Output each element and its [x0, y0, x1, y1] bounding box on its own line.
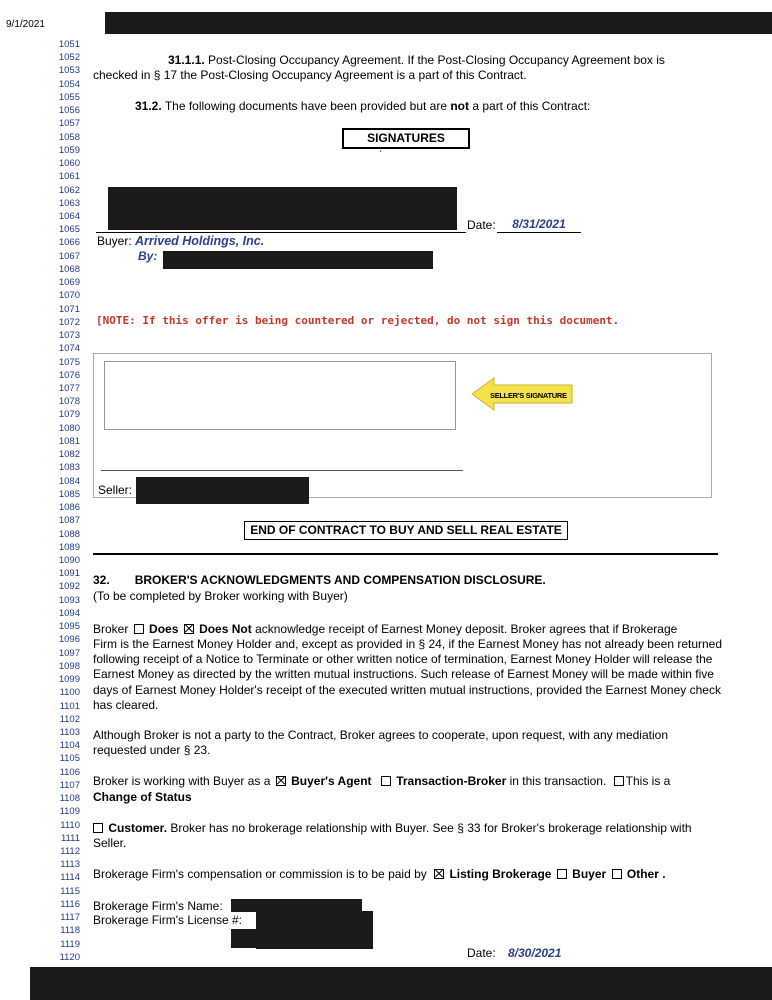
buyer-signature-line — [96, 232, 466, 233]
section-31-1-1-line2: checked in § 17 the Post-Closing Occupancy Agreement is a part of this Contract. — [93, 68, 527, 82]
line-number: 1108 — [59, 793, 80, 805]
buyer-line: Buyer: Arrived Holdings, Inc. — [97, 234, 265, 248]
customer-paragraph: Customer. Broker has no brokerage relationship with Buyer. See § 33 for Broker's brokerage relationship with Seller. — [93, 821, 692, 851]
broker-date-label: Date: — [467, 946, 496, 960]
line-number: 1062 — [58, 184, 80, 196]
line-number: 1064 — [58, 210, 80, 222]
buyers-agent-checkbox[interactable] — [276, 776, 286, 786]
line-number: 1061 — [58, 171, 80, 183]
line-number: 1060 — [58, 158, 80, 170]
signatures-title: SIGNATURES — [342, 128, 470, 149]
earnest-money-paragraph: Firm is the Earnest Money Holder and, except as provided in § 24, if the Earnest Money has not already been returned following receipt of a Notice to Terminate or other written notice of termination, Earnest Money Holder will release the Earnest Money as directed by the written mutual instructions. Such release of Earnest Money will be made within five days of Earnest Money Holder's receipt of the executed written mutual instructions, provided the Earnest Money check has cleared. — [93, 637, 723, 712]
line-number: 1054 — [58, 78, 80, 90]
line-number: 1066 — [58, 237, 80, 249]
line-number: 1080 — [58, 422, 80, 434]
header-date: 9/1/2021 — [6, 19, 45, 30]
line-number: 1065 — [58, 224, 80, 236]
line-number: 1096 — [58, 634, 80, 646]
seller-arrow-label: SELLER'S SIGNATURE — [490, 391, 567, 400]
seller-signature-line — [101, 470, 463, 471]
earnest-money-line1: Broker Does Does Not acknowledge receipt of Earnest Money deposit. Broker agrees that if Brokerage — [93, 622, 678, 636]
line-number: 1081 — [58, 435, 80, 447]
line-number: 1120 — [59, 951, 80, 963]
line-number: 1111 — [60, 832, 80, 844]
line-number: 1053 — [58, 65, 80, 77]
buyer-name: Arrived Holdings, Inc. — [135, 234, 265, 248]
line-number: 1106 — [59, 766, 80, 778]
buyer-signature-redaction — [108, 187, 457, 230]
buyer-checkbox[interactable] — [557, 869, 567, 879]
header-redaction — [105, 12, 772, 34]
line-number: 1087 — [58, 515, 80, 527]
line-number: 1063 — [58, 197, 80, 209]
firm-extra-redaction — [231, 929, 261, 948]
line-number: 1071 — [58, 303, 80, 315]
line-number: 1078 — [58, 396, 80, 408]
broker-date-value: 8/30/2021 — [508, 946, 562, 960]
seller-label: Seller: — [98, 483, 133, 497]
line-number: 1109 — [59, 806, 80, 818]
line-number: 1079 — [58, 409, 80, 421]
tick-mark: ˊ — [379, 150, 383, 161]
line-number: 1114 — [60, 872, 80, 884]
line-number: 1074 — [58, 343, 80, 355]
line-number: 1095 — [58, 621, 80, 633]
line-number: 1075 — [58, 356, 80, 368]
line-number: 1059 — [58, 144, 80, 156]
line-number: 1082 — [58, 449, 80, 461]
line-number: 1092 — [58, 581, 80, 593]
line-number: 1118 — [60, 925, 80, 937]
line-number: 1094 — [58, 607, 80, 619]
line-number: 1069 — [58, 277, 80, 289]
section-32-subtitle: (To be completed by Broker working with Buyer) — [93, 589, 348, 603]
change-of-status-checkbox[interactable] — [614, 776, 624, 786]
line-number: 1073 — [58, 330, 80, 342]
line-number: 1067 — [58, 250, 80, 262]
line-number: 1093 — [58, 594, 80, 606]
line-number: 1097 — [58, 647, 80, 659]
line-number: 1058 — [58, 131, 80, 143]
line-number: 1112 — [60, 846, 80, 858]
line-number: 1102 — [59, 713, 80, 725]
line-number: 1105 — [59, 753, 80, 765]
firm-license-redaction — [256, 911, 373, 949]
line-number: 1055 — [58, 91, 80, 103]
buyer-date-label: Date: — [467, 218, 496, 232]
customer-checkbox[interactable] — [93, 823, 103, 833]
other-checkbox[interactable] — [612, 869, 622, 879]
line-number: 1110 — [60, 819, 80, 831]
buyer-date-value: 8/31/2021 — [497, 217, 581, 233]
line-number: 1101 — [59, 700, 80, 712]
section-31-1-1-line1: 31.1.1. Post-Closing Occupancy Agreement. If the Post-Closing Occupancy Agreement box is — [168, 53, 665, 67]
line-number: 1085 — [58, 488, 80, 500]
line-number: 1076 — [58, 369, 80, 381]
line-number: 1086 — [58, 502, 80, 514]
line-number: 1107 — [59, 779, 80, 791]
line-number: 1117 — [60, 912, 80, 924]
note-text: [NOTE: If this offer is being countered or rejected, do not sign this document. — [96, 314, 620, 327]
line-number: 1083 — [58, 462, 80, 474]
section-32-heading: 32. BROKER'S ACKNOWLEDGMENTS AND COMPENSATION DISCLOSURE. — [93, 573, 546, 587]
listing-brokerage-checkbox[interactable] — [434, 869, 444, 879]
buyer-by-label: By: — [138, 249, 158, 263]
line-number: 1119 — [60, 938, 80, 950]
seller-name-redaction — [136, 477, 309, 504]
line-number: 1090 — [58, 554, 80, 566]
firm-name-label: Brokerage Firm's Name: — [93, 899, 223, 913]
line-number: 1099 — [58, 674, 80, 686]
end-of-contract-title: END OF CONTRACT TO BUY AND SELL REAL ESTATE — [244, 521, 568, 540]
line-number: 1052 — [58, 52, 80, 64]
line-number: 1089 — [58, 541, 80, 553]
change-of-status-label: Change of Status — [93, 790, 192, 804]
section-divider — [93, 553, 718, 555]
line-number: 1077 — [58, 382, 80, 394]
footer-redaction — [30, 967, 772, 1000]
compensation-line: Brokerage Firm's compensation or commission is to be paid by Listing Brokerage Buyer Other . — [93, 867, 666, 881]
line-number: 1100 — [59, 687, 80, 699]
line-number: 1068 — [58, 263, 80, 275]
line-number: 1088 — [58, 528, 80, 540]
seller-signature-field[interactable] — [104, 361, 456, 430]
mediation-paragraph: Although Broker is not a party to the Contract, Broker agrees to cooperate, upon request, with any mediation requested under § 23. — [93, 728, 668, 758]
transaction-broker-checkbox[interactable] — [381, 776, 391, 786]
firm-license-label: Brokerage Firm's License #: — [93, 913, 243, 927]
line-number: 1104 — [59, 740, 80, 752]
line-number: 1091 — [58, 568, 80, 580]
line-number: 1103 — [59, 726, 80, 738]
buyer-by-redaction — [163, 251, 433, 269]
line-number: 1072 — [58, 316, 80, 328]
line-number: 1057 — [58, 118, 80, 130]
line-number: 1098 — [58, 660, 80, 672]
line-number: 1116 — [60, 898, 80, 910]
section-31-2: 31.2. The following documents have been provided but are not a part of this Contract: — [135, 99, 591, 113]
line-number: 1115 — [60, 885, 80, 897]
line-number: 1051 — [58, 39, 80, 50]
line-number: 1113 — [60, 859, 80, 871]
buyer-agent-line: Broker is working with Buyer as a Buyer's Agent Transaction-Broker in this transaction. This is a — [93, 774, 671, 788]
does-checkbox[interactable] — [134, 624, 144, 634]
line-number: 1084 — [58, 475, 80, 487]
line-number: 1070 — [58, 290, 80, 302]
line-number: 1056 — [58, 105, 80, 117]
does-not-checkbox[interactable] — [184, 624, 194, 634]
